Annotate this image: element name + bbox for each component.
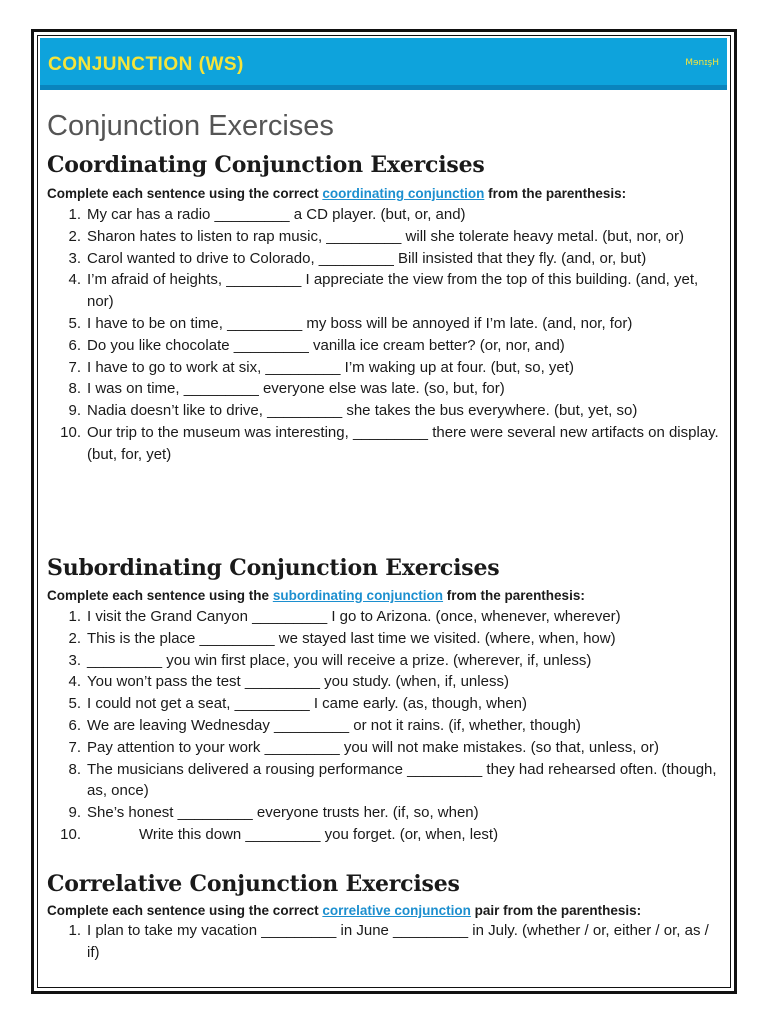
exercise-text: Sharon hates to listen to rap music, _________ will she tolerate heavy metal. (but, nor, or) xyxy=(87,227,684,245)
exercise-number: 3. xyxy=(68,651,81,669)
exercise-list-correlative xyxy=(47,920,725,964)
exercise-text: I could not get a seat, _________ I came early. (as, though, when) xyxy=(87,695,528,713)
exercise-text: You won’t pass the test _________ you study. (when, if, unless) xyxy=(87,673,509,691)
exercise-item xyxy=(47,920,725,964)
section-heading-correlative: Correlative Conjunction Exercises xyxy=(47,871,460,897)
exercise-item xyxy=(47,204,725,226)
exercise-number: 7. xyxy=(68,738,81,756)
exercise-list-subordinating xyxy=(47,606,725,846)
exercise-text: I have to be on time, _________ my boss will be annoyed if I’m late. (and, nor, for) xyxy=(87,314,633,332)
instructions-text-before: Complete each sentence using the correct xyxy=(47,903,323,918)
exercise-item xyxy=(47,248,725,270)
exercise-number: 8. xyxy=(68,760,81,778)
subordinating-conjunction-link[interactable]: subordinating conjunction xyxy=(272,588,444,603)
exercise-number: 10. xyxy=(60,423,81,441)
exercise-text: Do you like chocolate _________ vanilla ice cream better? (or, nor, and) xyxy=(87,336,565,354)
exercise-item xyxy=(47,226,725,248)
instructions-text-before: Complete each sentence using the correct xyxy=(47,186,323,201)
exercise-text: My car has a radio _________ a CD player. (but, or, and) xyxy=(87,206,466,223)
correlative-conjunction-link[interactable]: correlative conjunction xyxy=(322,903,471,918)
exercise-text: I plan to take my vacation _________ in June _________ in July. (whether / or, either / or, as / if) xyxy=(87,922,709,961)
instructions-text-after: from the parenthesis: xyxy=(484,186,627,201)
exercise-item xyxy=(47,269,725,313)
exercise-item xyxy=(47,715,725,737)
instructions-text-after: from the parenthesis: xyxy=(443,588,585,603)
exercise-item xyxy=(47,335,725,357)
exercise-text: _________ you win first place, you will receive a prize. (wherever, if, unless) xyxy=(87,651,592,669)
exercise-number: 7. xyxy=(68,358,81,376)
exercise-text: Nadia doesn’t like to drive, _________ she takes the bus everywhere. (but, yet, so) xyxy=(87,402,638,420)
exercise-number: 9. xyxy=(68,804,81,822)
exercise-number: 9. xyxy=(68,402,81,420)
exercise-text: The musicians delivered a rousing performance _________ they had rehearsed often. (though, as, once) xyxy=(87,760,717,800)
exercise-item xyxy=(47,628,725,650)
exercise-item xyxy=(47,671,725,693)
exercise-number: 1. xyxy=(68,206,81,223)
exercise-item xyxy=(47,759,725,803)
instructions-text-before: Complete each sentence using the xyxy=(47,588,273,603)
page-title: Conjunction Exercises xyxy=(47,110,334,142)
exercise-list-coordinating xyxy=(47,204,725,466)
exercise-text: She’s honest _________ everyone trusts her. (if, so, when) xyxy=(87,804,479,822)
exercise-number: 5. xyxy=(68,695,81,713)
exercise-number: 4. xyxy=(68,271,81,289)
header-banner xyxy=(40,38,727,90)
exercise-text: Write this down _________ you forget. (or, when, lest) xyxy=(139,825,499,843)
exercise-text: Carol wanted to drive to Colorado, _________ Bill insisted that they fly. (and, or, but) xyxy=(87,249,647,267)
exercise-item xyxy=(47,357,725,379)
instructions-text-after: pair from the parenthesis: xyxy=(470,903,642,918)
exercise-text: I’m afraid of heights, _________ I appreciate the view from the top of this building. (and, yet, nor) xyxy=(87,271,699,311)
exercise-item xyxy=(47,400,725,422)
coordinating-conjunction-link[interactable]: coordinating conjunction xyxy=(322,186,485,201)
exercise-item xyxy=(47,693,725,715)
exercise-number: 2. xyxy=(68,227,81,245)
instructions-correlative xyxy=(47,903,641,918)
exercise-item xyxy=(47,824,725,846)
exercise-number: 3. xyxy=(68,249,81,267)
exercise-number: 5. xyxy=(68,314,81,332)
exercise-number: 6. xyxy=(68,336,81,354)
exercise-item xyxy=(47,650,725,672)
exercise-text: I have to go to work at six, _________ I’m waking up at four. (but, so, yet) xyxy=(87,358,574,376)
header-signature: MɘnɪşH xyxy=(685,58,719,68)
exercise-number: 1. xyxy=(68,922,81,939)
exercise-number: 10. xyxy=(60,825,81,843)
instructions-coordinating xyxy=(47,186,626,201)
section-heading-coordinating: Coordinating Conjunction Exercises xyxy=(47,152,485,178)
exercise-item xyxy=(47,313,725,335)
exercise-item xyxy=(47,802,725,824)
exercise-text: Our trip to the museum was interesting, _________ there were several new artifacts on display. (but, for, yet) xyxy=(87,423,719,463)
instructions-subordinating xyxy=(47,588,585,603)
exercise-text: Pay attention to your work _________ you will not make mistakes. (so that, unless, or) xyxy=(87,738,659,756)
exercise-number: 2. xyxy=(68,629,81,647)
exercise-item xyxy=(47,422,725,466)
exercise-item xyxy=(47,378,725,400)
exercise-item xyxy=(47,737,725,759)
exercise-text: This is the place _________ we stayed last time we visited. (where, when, how) xyxy=(87,629,616,647)
exercise-number: 1. xyxy=(68,608,81,625)
exercise-text: I was on time, _________ everyone else was late. (so, but, for) xyxy=(87,380,505,398)
exercise-text: I visit the Grand Canyon _________ I go to Arizona. (once, whenever, wherever) xyxy=(87,608,621,625)
header-title: CONJUNCTION (WS) xyxy=(48,54,244,75)
exercise-item xyxy=(47,606,725,628)
exercise-number: 6. xyxy=(68,716,81,734)
exercise-number: 8. xyxy=(68,380,81,398)
exercise-text: We are leaving Wednesday _________ or not it rains. (if, whether, though) xyxy=(87,716,581,734)
section-heading-subordinating: Subordinating Conjunction Exercises xyxy=(47,555,500,581)
exercise-number: 4. xyxy=(68,673,81,691)
